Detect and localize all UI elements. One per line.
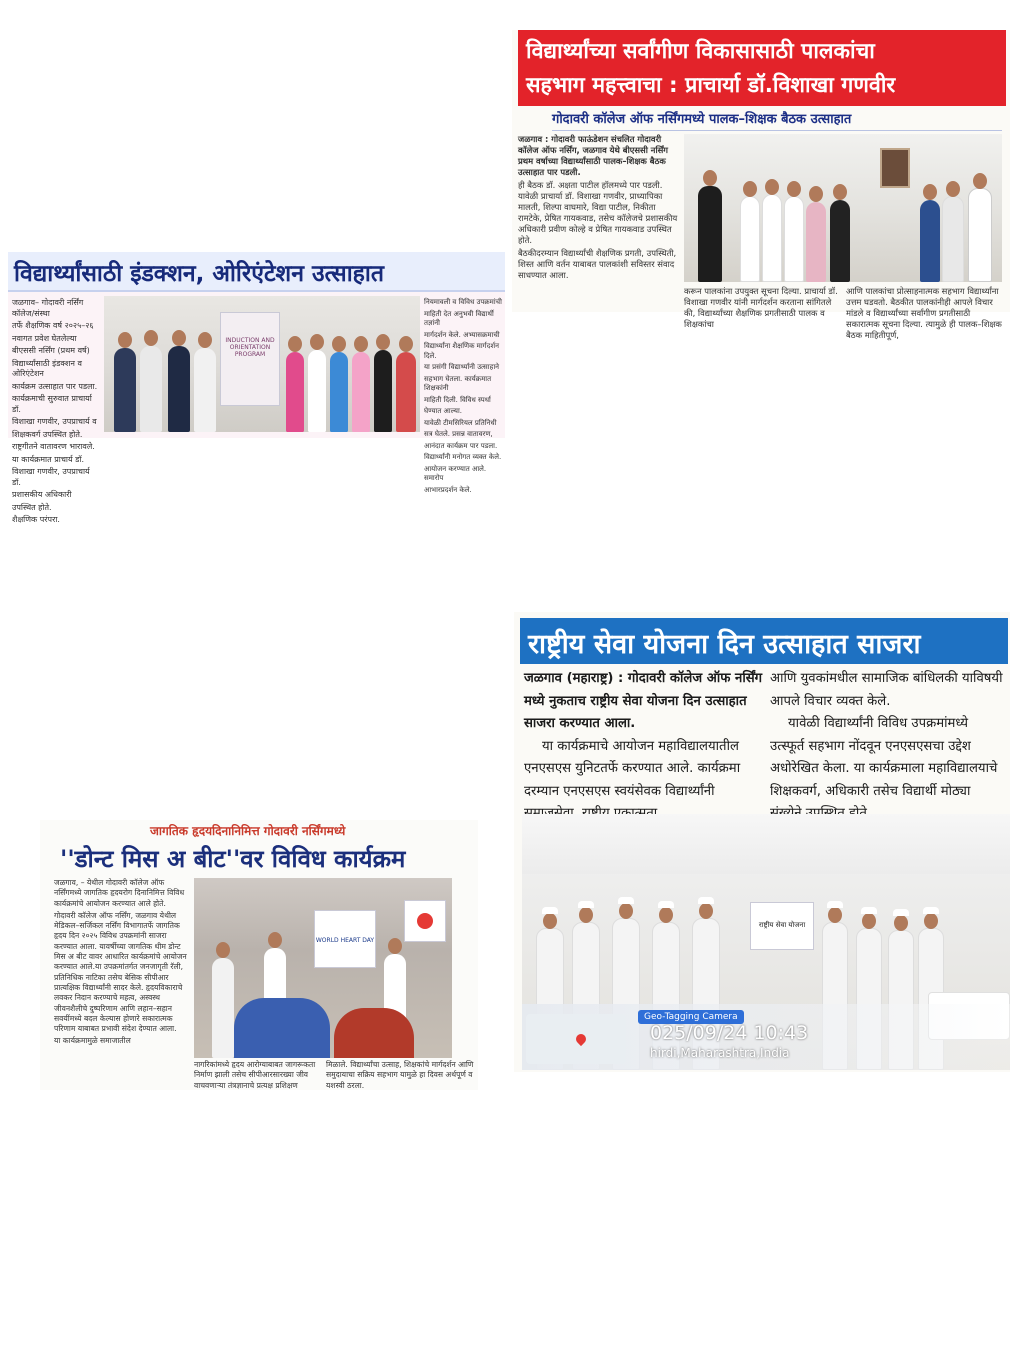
headline-line-1: विद्यार्थ्यांच्या सर्वांगीण विकासासाठी पालकांचा [526, 39, 875, 64]
nss-day-photo [522, 814, 1010, 1070]
clip-headline: विद्यार्थ्यांसाठी इंडक्शन, ओरिएंटेशन उत्साहात [14, 261, 384, 287]
article-text-right: नियमावली व विविध उपक्रमांची माहिती देत अनुभवी विद्यार्थी तज्ञांनी मार्गदर्शन केले. अभ्यासक्रमाची विद्यार्थ्यांना शैक्षणिक मार्गदर्शन दिले. या प्रसंगी विद्यार्थ्यांनी उत्साहाने सहभाग घेतला. कार्यक्रमात शिक्षकांनी माहिती दिली. विविध स्पर्धा घेण्यात आल्या. यावेळी टीमसिरियल प्रतिनिधी सत्र घेतले. प्रसन्न वातावरण, आनंदात कार्यक्रम पार पडला. विद्यार्थ्यांनी मनोगत व्यक्त केले. आयोजन करण्यात आले. समारोप आभारप्रदर्शन केले. [424, 298, 502, 494]
headline-line-2: सहभाग महत्त्वाचा : प्राचार्या डॉ.विशाखा गणवीर [526, 73, 896, 98]
article-text-bottom-1: नागरिकांमध्ये हृदय आरोग्याबाबत जागरूकता निर्माण झाली तसेच सीपीआरसारख्या जीव वाचवणाऱ्या तंत्रज्ञानाचे प्रत्यक्ष प्रशिक्षण [194, 1060, 316, 1090]
article-text-left: जळगाव– गोदावरी नर्सिंग कॉलेज/संस्था तर्फे शैक्षणिक वर्ष २०२५–२६ नवागत प्रवेश घेतलेल्या बीएससी नर्सिंग (प्रथम वर्ष) विद्यार्थ्यांसाठी इंडक्शन व ओरिएंटेशन कार्यक्रम उत्साहात पार पडला. कार्यक्रमाची सुरुवात प्राचार्या डॉ. विशाखा गणवीर, उपप्राचार्य व शिक्षकवर्ग उपस्थित होते. राष्ट्रगीतने वातावरण भारावले. या कार्यक्रमात प्राचार्य डॉ. विशाखा गणवीर, उपप्राचार्य डॉ. प्रशासकीय अधिकारी उपस्थित होते. शैक्षणिक परंपरा. [12, 298, 98, 524]
portrait-frame [880, 148, 910, 188]
clip-headline: राष्ट्रीय सेवा योजना दिन उत्साहात साजरा [528, 629, 921, 660]
article-col-1: जळगाव (महाराष्ट्र) : गोदावरी कॉलेज ऑफ नर्सिंग मध्ये नुकताच राष्ट्रीय सेवा योजना दिन उत्साहात साजरा करण्यात आला. या कार्यक्रमाचे आयोजन महाविद्यालयातील एनएसएस युनिटतर्फे करण्यात आले. कार्यक्रमा दरम्यान एनएसएस स्वयंसेवक विद्यार्थ्यांनी [524, 671, 763, 799]
news-clip-induction [8, 252, 505, 524]
group-photo [104, 296, 420, 432]
map-pin-icon [574, 1032, 588, 1046]
nss-banner: राष्ट्रीय सेवा योजना [750, 902, 814, 950]
heart-day-photo [194, 878, 452, 1058]
article-col-2: आणि युवकांमधील सामाजिक बांधिलकी याविषयी आपले विचार व्यक्त केले. यावेळी विद्यार्थ्यांनी विविध उपक्रमांमध्ये उत्स्फूर्त सहभाग नोंदवून एनएसएसचा उद्देश अधोरेखित केला. या कार्यक्रमाला महाविद्यालयाचे शिक्षकवर्ग, अधिकारी तसेच विद्यार्थी मोठ्या [770, 671, 1003, 799]
news-clip-nss-day [514, 612, 1010, 1072]
news-clip-parent-teacher-meeting [512, 30, 1010, 340]
geo-tag-overlay [522, 1004, 1010, 1070]
article-text-bottom-1: करून पालकांना उपयुक्त सूचना दिल्या. प्राचार्या डॉ. विशाखा गणवीर यांनी मार्गदर्शन करताना सांगितले की, विद्यार्थ्यांच्या शैक्षणिक प्रगतीसाठी पालक व शिक्षकांचा [684, 286, 838, 329]
clip-header [518, 30, 1006, 106]
heart-poster [404, 900, 446, 942]
clip-header [520, 618, 1008, 664]
article-text-left: जळगाव : गोदावरी फाऊंडेशन संचलित गोदावरी कॉलेज ऑफ नर्सिंग, जळगाव येथे बीएससी नर्सिंग प्रथम वर्षाच्या विद्यार्थ्यांसाठी पालक–शिक्षक बैठक उत्साहात पार पडली. ही बैठक डॉ. अक्षता पाटील हॉलमध्ये पार पडली. यावेळी प्राचार्या डॉ. विशाखा गणवीर, प्राध्यापिका मालती, शिल्पा वाघमारे, विद्या पाटील, निकीता रामटेके, प्रेषित गायकवाड, तसेच कॉलेजचे प्रशासकीय अधिकारी प्रवीण कोल्हे व प्रेषित गायकवाड उपस्थित होते. बैठकीदरम्यान विद्यार्थ्यांची शैक्षणिक प्रगती, उपस्थिती, शिस्त आणि वर्तन याबाबत पालकांशी सविस्तर संवाद साधण्यात आला. [518, 134, 678, 280]
geo-tagging-label: Geo-Tagging Camera [638, 1010, 744, 1024]
clip-header [8, 252, 505, 292]
geo-place: hirdi,Maharashtra,India [650, 1046, 790, 1060]
map-thumbnail [526, 1014, 626, 1064]
article-text-bottom-2: आणि पालकांचा प्रोत्साहनात्मक सहभाग विद्यार्थ्यांना उत्तम घडवतो. बैठकीत पालकांनीही आपले विचार मांडले व विद्यार्थ्यांच्या सर्वांगीण प्रगतीसाठी सकारात्मक सूचना दिल्या. त्यामुळे ही पालक–शिक्षक बैठक माहितीपूर्ण, [846, 286, 1002, 340]
news-clip-heart-day [40, 820, 478, 1090]
world-heart-day-banner: WORLD HEART DAY [314, 910, 376, 968]
geo-timestamp: 025/09/24 10:43 [650, 1022, 809, 1044]
subheadline: गोदावरी कॉलेज ऑफ नर्सिंगमध्ये पालक–शिक्षक बैठक उत्साहात [552, 108, 1002, 131]
article-text-left: जळगाव, – येथील गोदावरी कॉलेज ऑफ नर्सिंगमध्ये जागतिक हृदयरोग दिनानिमित्त विविध कार्यक्रमांचे आयोजन करण्यात आले होते. गोदावरी कॉलेज ऑफ नर्सिंग, जळगाव येथील मेडिकल–सर्जिकल नर्सिंग विभागातर्फे जागतिक हृदय दिन २०२५ विविध उपक्रमांनी साजरा करण्यात आला. यावर्षीच्या जागतिक थीम डोन्ट मिस अ बीट वावर आधारित कार्यक्रमांचे आयोजन करण्यात आले.या उपक्रमांतर्गत जनजागृती रॅली, प्रतिनिधिक नाटिका तसेच बेसिक सीपीआर प्रात्यक्षिक विद्यार्थ्यांनी सादर केले. हृदयविकाराचे लवकर निदान करण्याचे महत्व, अस्वस्थ जीवनशैलीचे दुष्परिणाम आणि लहान–सहान सवयींमध्ये बदल केल्यास होणारे सकारात्मक परिणाम याबाबत प्रभावी संदेश देण्यात आला. या कार्यक्रमामुळे समाजातील [54, 878, 187, 1046]
article-text-bottom-2: मिळाले. विद्यार्थ्यांचा उत्साह, शिक्षकांचे मार्गदर्शन आणि समुदायाचा सक्रिय सहभाग यामुळे हा दिवस अर्थपूर्ण व यशस्वी ठरला. [326, 1060, 474, 1090]
clip-headline: ''डोन्ट मिस अ बीट''वर विविध कार्यक्रम [60, 845, 406, 873]
student-performing-cpr [234, 998, 330, 1058]
clip-kicker: जागतिक हृदयदिनानिमित्त गोदावरी नर्सिंगमध्ये [150, 824, 346, 838]
meeting-photo [684, 134, 1002, 282]
program-standee: INDUCTION AND ORIENTATION PROGRAM [220, 312, 280, 406]
